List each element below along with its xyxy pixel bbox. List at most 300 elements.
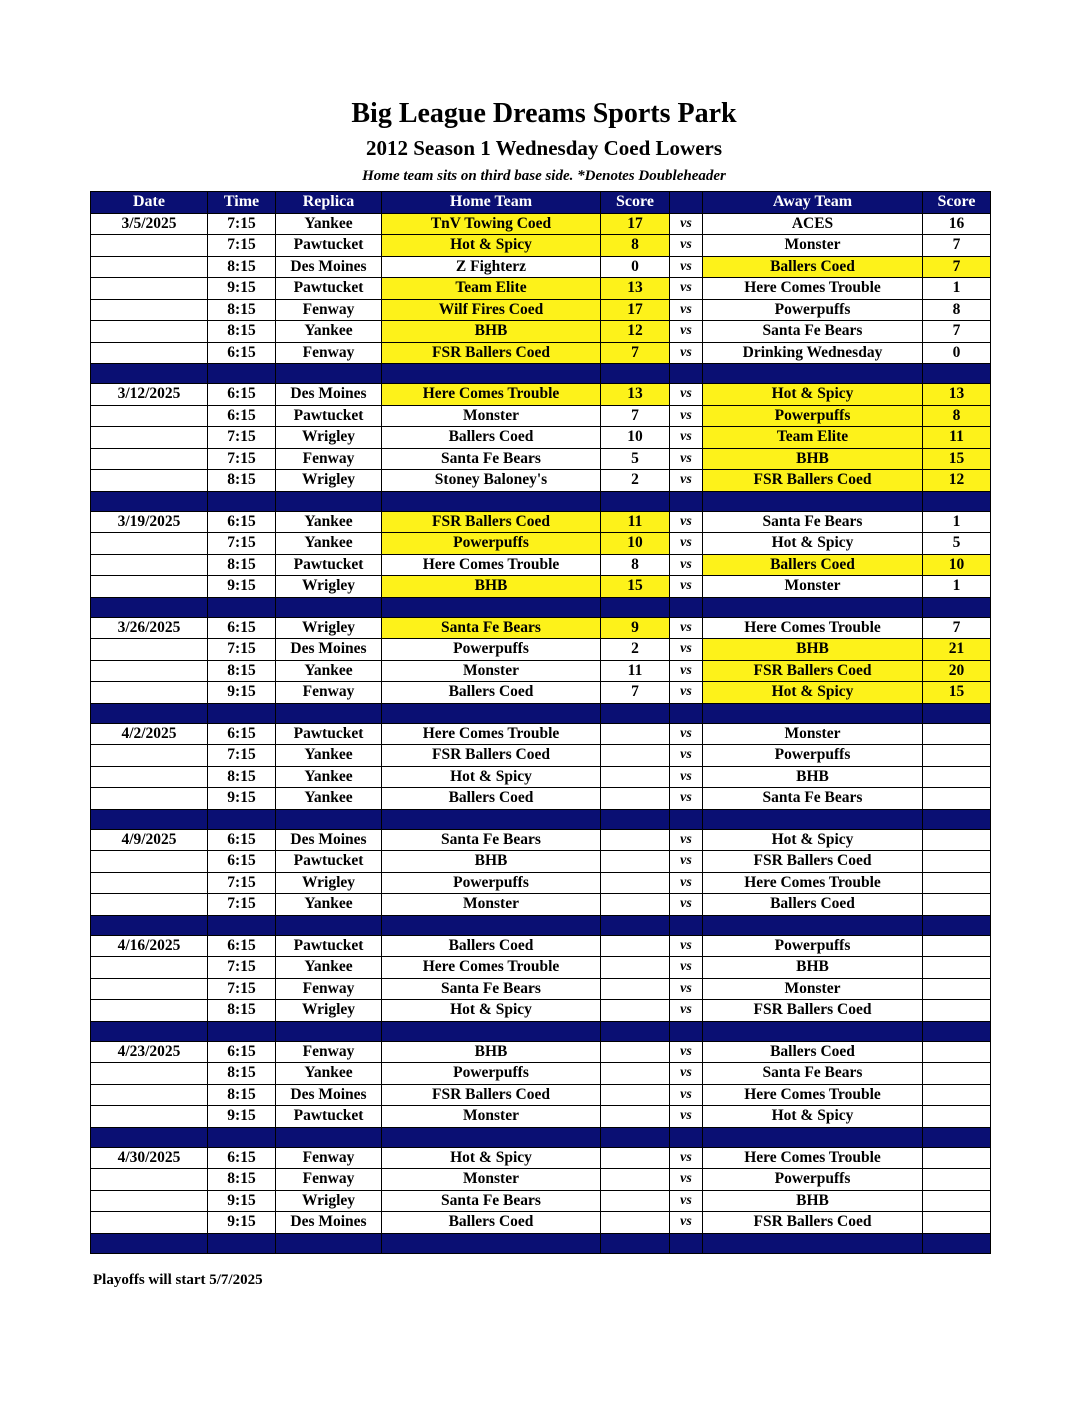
game-row xyxy=(91,617,991,639)
game-time: 8:15 xyxy=(208,321,276,343)
away-score: 7 xyxy=(923,321,991,343)
away-team: Here Comes Trouble xyxy=(703,278,923,300)
game-date xyxy=(91,639,208,661)
vs-label: vs xyxy=(670,1147,703,1169)
game-time: 7:15 xyxy=(208,957,276,979)
separator-cell xyxy=(382,597,601,617)
home-team: FSR Ballers Coed xyxy=(382,342,601,364)
game-time: 8:15 xyxy=(208,299,276,321)
separator-cell xyxy=(923,809,991,829)
separator-cell xyxy=(91,597,208,617)
separator-cell xyxy=(923,1127,991,1147)
home-team: FSR Ballers Coed xyxy=(382,745,601,767)
game-time: 9:15 xyxy=(208,278,276,300)
game-time: 7:15 xyxy=(208,427,276,449)
separator-cell xyxy=(276,1021,382,1041)
away-score: 16 xyxy=(923,213,991,235)
page-title: Big League Dreams Sports Park xyxy=(351,98,737,129)
game-replica: Yankee xyxy=(276,321,382,343)
week-separator-row xyxy=(91,809,991,829)
game-date xyxy=(91,576,208,598)
away-score xyxy=(923,788,991,810)
separator-cell xyxy=(276,1233,382,1253)
game-row xyxy=(91,342,991,364)
separator-cell xyxy=(91,1233,208,1253)
away-score xyxy=(923,957,991,979)
game-row xyxy=(91,1147,991,1169)
col-header-date: Date xyxy=(91,192,208,214)
separator-cell xyxy=(601,597,670,617)
game-row xyxy=(91,1190,991,1212)
vs-label: vs xyxy=(670,533,703,555)
home-team: Ballers Coed xyxy=(382,935,601,957)
home-team: BHB xyxy=(382,321,601,343)
game-row xyxy=(91,723,991,745)
game-time: 8:15 xyxy=(208,660,276,682)
separator-cell xyxy=(276,915,382,935)
game-time: 8:15 xyxy=(208,766,276,788)
away-team: Hot & Spicy xyxy=(703,533,923,555)
separator-cell xyxy=(91,491,208,511)
game-replica: Wrigley xyxy=(276,1000,382,1022)
separator-cell xyxy=(208,1233,276,1253)
home-team: Ballers Coed xyxy=(382,427,601,449)
away-score xyxy=(923,872,991,894)
schedule-note: Home team sits on third base side. *Denotes Doubleheader xyxy=(362,168,726,184)
away-team: FSR Ballers Coed xyxy=(703,851,923,873)
home-score xyxy=(601,978,670,1000)
vs-label: vs xyxy=(670,639,703,661)
home-score xyxy=(601,1147,670,1169)
separator-cell xyxy=(382,915,601,935)
game-date: 4/2/2025 xyxy=(91,723,208,745)
home-team: Wilf Fires Coed xyxy=(382,299,601,321)
away-score xyxy=(923,745,991,767)
separator-cell xyxy=(923,915,991,935)
game-time: 7:15 xyxy=(208,639,276,661)
separator-cell xyxy=(208,703,276,723)
home-team: Ballers Coed xyxy=(382,788,601,810)
game-row xyxy=(91,957,991,979)
game-row xyxy=(91,766,991,788)
home-score: 10 xyxy=(601,427,670,449)
game-time: 8:15 xyxy=(208,1084,276,1106)
away-team: Powerpuffs xyxy=(703,405,923,427)
away-team: FSR Ballers Coed xyxy=(703,1000,923,1022)
game-replica: Pawtucket xyxy=(276,554,382,576)
game-row xyxy=(91,256,991,278)
game-date xyxy=(91,1084,208,1106)
week-separator-row xyxy=(91,703,991,723)
game-replica: Fenway xyxy=(276,1041,382,1063)
separator-cell xyxy=(923,1021,991,1041)
home-team: Hot & Spicy xyxy=(382,766,601,788)
away-score xyxy=(923,1000,991,1022)
away-score: 7 xyxy=(923,617,991,639)
home-score xyxy=(601,894,670,916)
away-team: Here Comes Trouble xyxy=(703,1147,923,1169)
game-time: 8:15 xyxy=(208,1169,276,1191)
home-score: 13 xyxy=(601,384,670,406)
home-team: Santa Fe Bears xyxy=(382,448,601,470)
game-replica: Des Moines xyxy=(276,384,382,406)
home-score xyxy=(601,745,670,767)
vs-label: vs xyxy=(670,766,703,788)
game-replica: Des Moines xyxy=(276,639,382,661)
away-team: Powerpuffs xyxy=(703,1169,923,1191)
game-replica: Wrigley xyxy=(276,1190,382,1212)
week-separator-row xyxy=(91,491,991,511)
game-row xyxy=(91,851,991,873)
week-separator-row xyxy=(91,1127,991,1147)
home-score xyxy=(601,766,670,788)
page-subtitle: 2012 Season 1 Wednesday Coed Lowers xyxy=(365,136,723,160)
separator-cell xyxy=(923,1233,991,1253)
vs-label: vs xyxy=(670,1084,703,1106)
home-score xyxy=(601,1212,670,1234)
game-date xyxy=(91,745,208,767)
game-date xyxy=(91,235,208,257)
game-replica: Des Moines xyxy=(276,1212,382,1234)
home-score xyxy=(601,829,670,851)
week-separator-row xyxy=(91,915,991,935)
home-score: 11 xyxy=(601,511,670,533)
game-replica: Wrigley xyxy=(276,427,382,449)
vs-label: vs xyxy=(670,235,703,257)
away-score xyxy=(923,935,991,957)
away-team: BHB xyxy=(703,1190,923,1212)
home-team: Powerpuffs xyxy=(382,639,601,661)
away-team: Hot & Spicy xyxy=(703,682,923,704)
table-header-row xyxy=(91,192,991,214)
game-date xyxy=(91,1212,208,1234)
home-team: Hot & Spicy xyxy=(382,1000,601,1022)
game-replica: Fenway xyxy=(276,682,382,704)
separator-cell xyxy=(382,1021,601,1041)
game-date xyxy=(91,957,208,979)
game-replica: Pawtucket xyxy=(276,935,382,957)
game-time: 6:15 xyxy=(208,405,276,427)
separator-cell xyxy=(382,1233,601,1253)
game-row xyxy=(91,299,991,321)
separator-cell xyxy=(601,1021,670,1041)
home-score: 12 xyxy=(601,321,670,343)
away-team: Monster xyxy=(703,576,923,598)
schedule-body xyxy=(91,213,991,1253)
away-team: BHB xyxy=(703,639,923,661)
away-score: 8 xyxy=(923,299,991,321)
week-separator-row xyxy=(91,597,991,617)
game-row xyxy=(91,511,991,533)
separator-cell xyxy=(601,915,670,935)
away-team: FSR Ballers Coed xyxy=(703,1212,923,1234)
home-score xyxy=(601,851,670,873)
away-team: Powerpuffs xyxy=(703,935,923,957)
separator-cell xyxy=(382,1127,601,1147)
game-time: 8:15 xyxy=(208,256,276,278)
home-team: Monster xyxy=(382,405,601,427)
separator-cell xyxy=(670,1021,703,1041)
separator-cell xyxy=(382,364,601,384)
separator-cell xyxy=(382,491,601,511)
game-time: 6:15 xyxy=(208,384,276,406)
separator-cell xyxy=(670,1127,703,1147)
home-score: 8 xyxy=(601,235,670,257)
separator-cell xyxy=(601,364,670,384)
col-header-home-team: Home Team xyxy=(382,192,601,214)
home-score: 10 xyxy=(601,533,670,555)
game-replica: Wrigley xyxy=(276,617,382,639)
separator-cell xyxy=(670,364,703,384)
home-score: 9 xyxy=(601,617,670,639)
away-score xyxy=(923,1212,991,1234)
home-team: Monster xyxy=(382,660,601,682)
home-team: BHB xyxy=(382,1041,601,1063)
vs-label: vs xyxy=(670,1000,703,1022)
home-team: TnV Towing Coed xyxy=(382,213,601,235)
home-team: Z Fighterz xyxy=(382,256,601,278)
game-date: 4/9/2025 xyxy=(91,829,208,851)
separator-cell xyxy=(208,809,276,829)
col-header-vs xyxy=(670,192,703,214)
vs-label: vs xyxy=(670,978,703,1000)
separator-cell xyxy=(703,915,923,935)
home-team: Here Comes Trouble xyxy=(382,957,601,979)
home-team: Team Elite xyxy=(382,278,601,300)
separator-cell xyxy=(208,915,276,935)
game-date xyxy=(91,851,208,873)
game-row xyxy=(91,213,991,235)
home-score xyxy=(601,1169,670,1191)
vs-label: vs xyxy=(670,1041,703,1063)
separator-cell xyxy=(923,364,991,384)
away-team: Hot & Spicy xyxy=(703,1106,923,1128)
game-row xyxy=(91,894,991,916)
game-time: 7:15 xyxy=(208,745,276,767)
game-time: 9:15 xyxy=(208,682,276,704)
home-team: BHB xyxy=(382,851,601,873)
game-date: 3/5/2025 xyxy=(91,213,208,235)
home-score xyxy=(601,1000,670,1022)
game-replica: Yankee xyxy=(276,894,382,916)
separator-cell xyxy=(703,1127,923,1147)
home-score xyxy=(601,723,670,745)
home-score: 2 xyxy=(601,470,670,492)
vs-label: vs xyxy=(670,511,703,533)
game-replica: Pawtucket xyxy=(276,235,382,257)
vs-label: vs xyxy=(670,278,703,300)
away-team: Santa Fe Bears xyxy=(703,788,923,810)
separator-cell xyxy=(670,915,703,935)
separator-cell xyxy=(703,809,923,829)
game-date xyxy=(91,682,208,704)
home-team: FSR Ballers Coed xyxy=(382,511,601,533)
game-time: 9:15 xyxy=(208,1212,276,1234)
home-score xyxy=(601,935,670,957)
separator-cell xyxy=(703,364,923,384)
game-row xyxy=(91,745,991,767)
away-team: Ballers Coed xyxy=(703,554,923,576)
game-date xyxy=(91,872,208,894)
away-team: BHB xyxy=(703,957,923,979)
away-score: 8 xyxy=(923,405,991,427)
game-replica: Yankee xyxy=(276,745,382,767)
vs-label: vs xyxy=(670,384,703,406)
vs-label: vs xyxy=(670,448,703,470)
separator-cell xyxy=(703,597,923,617)
game-date: 4/23/2025 xyxy=(91,1041,208,1063)
home-score xyxy=(601,1041,670,1063)
vs-label: vs xyxy=(670,299,703,321)
game-row xyxy=(91,829,991,851)
away-team: Santa Fe Bears xyxy=(703,321,923,343)
vs-label: vs xyxy=(670,957,703,979)
vs-label: vs xyxy=(670,894,703,916)
separator-cell xyxy=(276,597,382,617)
away-score: 1 xyxy=(923,511,991,533)
game-row xyxy=(91,978,991,1000)
separator-cell xyxy=(276,491,382,511)
game-replica: Pawtucket xyxy=(276,405,382,427)
game-replica: Fenway xyxy=(276,299,382,321)
away-team: Team Elite xyxy=(703,427,923,449)
away-team: Santa Fe Bears xyxy=(703,1063,923,1085)
home-team: Hot & Spicy xyxy=(382,1147,601,1169)
home-team: Santa Fe Bears xyxy=(382,978,601,1000)
game-time: 6:15 xyxy=(208,617,276,639)
separator-cell xyxy=(208,1021,276,1041)
separator-cell xyxy=(208,597,276,617)
game-row xyxy=(91,660,991,682)
home-score xyxy=(601,1084,670,1106)
home-score: 2 xyxy=(601,639,670,661)
separator-cell xyxy=(208,1127,276,1147)
home-team: Here Comes Trouble xyxy=(382,384,601,406)
separator-cell xyxy=(703,1021,923,1041)
home-score: 17 xyxy=(601,213,670,235)
game-replica: Wrigley xyxy=(276,576,382,598)
separator-cell xyxy=(601,491,670,511)
home-team: Ballers Coed xyxy=(382,682,601,704)
separator-cell xyxy=(703,491,923,511)
game-row xyxy=(91,1084,991,1106)
separator-cell xyxy=(670,597,703,617)
game-row xyxy=(91,1212,991,1234)
home-score: 0 xyxy=(601,256,670,278)
game-time: 7:15 xyxy=(208,448,276,470)
home-score xyxy=(601,1106,670,1128)
away-score: 15 xyxy=(923,682,991,704)
game-date xyxy=(91,321,208,343)
game-date xyxy=(91,1106,208,1128)
vs-label: vs xyxy=(670,405,703,427)
game-replica: Fenway xyxy=(276,1169,382,1191)
game-time: 7:15 xyxy=(208,213,276,235)
away-score xyxy=(923,1041,991,1063)
game-row xyxy=(91,1063,991,1085)
away-team: Monster xyxy=(703,723,923,745)
vs-label: vs xyxy=(670,1212,703,1234)
game-time: 6:15 xyxy=(208,1147,276,1169)
game-date: 4/16/2025 xyxy=(91,935,208,957)
away-score xyxy=(923,1190,991,1212)
separator-cell xyxy=(601,703,670,723)
vs-label: vs xyxy=(670,872,703,894)
away-score xyxy=(923,1084,991,1106)
game-row xyxy=(91,533,991,555)
game-row xyxy=(91,788,991,810)
home-team: Monster xyxy=(382,1106,601,1128)
game-date xyxy=(91,1169,208,1191)
away-team: BHB xyxy=(703,766,923,788)
separator-cell xyxy=(91,364,208,384)
away-team: Monster xyxy=(703,978,923,1000)
home-team: Ballers Coed xyxy=(382,1212,601,1234)
away-team: FSR Ballers Coed xyxy=(703,660,923,682)
away-score xyxy=(923,978,991,1000)
game-row xyxy=(91,872,991,894)
game-date xyxy=(91,978,208,1000)
game-date xyxy=(91,1063,208,1085)
home-score xyxy=(601,788,670,810)
away-score: 0 xyxy=(923,342,991,364)
separator-cell xyxy=(703,703,923,723)
vs-label: vs xyxy=(670,745,703,767)
separator-cell xyxy=(276,364,382,384)
away-score xyxy=(923,1063,991,1085)
game-time: 6:15 xyxy=(208,829,276,851)
separator-cell xyxy=(923,703,991,723)
game-time: 6:15 xyxy=(208,511,276,533)
game-date xyxy=(91,660,208,682)
game-date: 3/19/2025 xyxy=(91,511,208,533)
game-time: 6:15 xyxy=(208,851,276,873)
home-team: BHB xyxy=(382,576,601,598)
away-score: 7 xyxy=(923,256,991,278)
vs-label: vs xyxy=(670,1169,703,1191)
game-replica: Yankee xyxy=(276,1063,382,1085)
game-row xyxy=(91,639,991,661)
away-score xyxy=(923,723,991,745)
separator-cell xyxy=(208,491,276,511)
away-score xyxy=(923,1106,991,1128)
away-score xyxy=(923,894,991,916)
away-score: 20 xyxy=(923,660,991,682)
vs-label: vs xyxy=(670,935,703,957)
game-time: 6:15 xyxy=(208,723,276,745)
away-score xyxy=(923,851,991,873)
away-score: 21 xyxy=(923,639,991,661)
separator-cell xyxy=(923,597,991,617)
game-date xyxy=(91,1190,208,1212)
game-replica: Wrigley xyxy=(276,470,382,492)
game-replica: Wrigley xyxy=(276,872,382,894)
game-replica: Pawtucket xyxy=(276,851,382,873)
game-replica: Yankee xyxy=(276,533,382,555)
vs-label: vs xyxy=(670,1190,703,1212)
home-team: Powerpuffs xyxy=(382,1063,601,1085)
home-score: 8 xyxy=(601,554,670,576)
separator-cell xyxy=(601,1127,670,1147)
separator-cell xyxy=(670,809,703,829)
col-header-away-score: Score xyxy=(923,192,991,214)
home-score xyxy=(601,1063,670,1085)
playoffs-note: Playoffs will start 5/7/2025 xyxy=(93,1272,263,1288)
away-score: 15 xyxy=(923,448,991,470)
home-team: Monster xyxy=(382,894,601,916)
home-team: Powerpuffs xyxy=(382,533,601,555)
home-score: 11 xyxy=(601,660,670,682)
